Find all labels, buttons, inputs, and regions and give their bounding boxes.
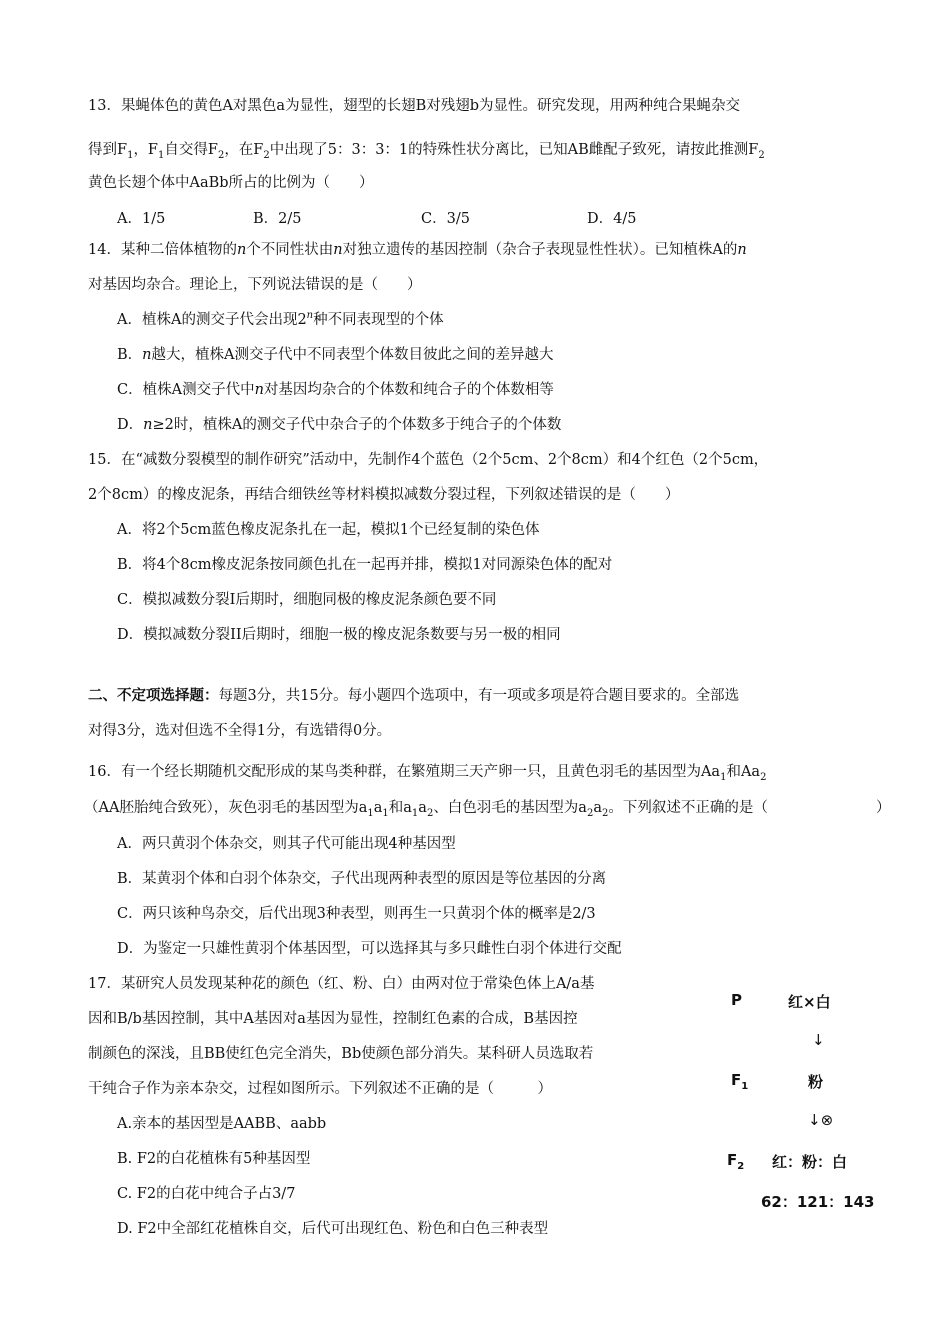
q16-answer-paren-close: ）	[876, 800, 891, 816]
section2-title: 二、不定项选择题：	[88, 687, 219, 704]
q15-option-a: A．将2个5cm蓝色橡皮泥条扎在一起，模拟1个已经复制的染色体	[117, 522, 540, 538]
diagram-f1-phenotype: 粉	[808, 1073, 824, 1091]
q14-option-d: D．n≥2时，植株A的测交子代中杂合子的个体数多于纯合子的个体数	[117, 417, 562, 433]
q17-option-b: B. F2的白花植株有5种基因型	[117, 1151, 311, 1167]
q16-stem-line2: （AA胚胎纯合致死），灰色羽毛的基因型为$a_1a_1$和$a_1a_2$、白色羽毛的基因型为$a_2a_2$。下列叙述不正确的是（	[84, 800, 768, 819]
q13-option-c: C．3/5	[421, 211, 470, 227]
q14-option-a: A．植株A的测交子代会出现2$^n$种不同表现型的个体	[117, 310, 444, 328]
q17-stem-line4: 干纯合子作为亲本杂交，过程如图所示。下列叙述不正确的是（ ）	[88, 1081, 552, 1097]
q17-option-a: A.亲本的基因型是AABB、aabb	[117, 1116, 327, 1132]
diagram-f2-label: $F_2$	[727, 1151, 745, 1172]
q17-option-c: C. F2的白花中纯合子占3/7	[117, 1186, 296, 1202]
q16-option-c: C．两只该种鸟杂交，后代出现3种表型，则再生一只黄羽个体的概率是2/3	[117, 906, 596, 922]
q14-option-b: B．n越大，植株A测交子代中不同表型个体数目彼此之间的差异越大	[117, 347, 554, 363]
q15-option-c: C．模拟减数分裂I后期时，细胞同极的橡皮泥条颜色要不同	[117, 592, 497, 608]
q14-stem-line1: 14．某种二倍体植物的n个不同性状由n对独立遗传的基因控制（杂合子表现显性性状）。已知植株A的n	[88, 242, 747, 258]
q15-option-b: B．将4个8cm橡皮泥条按同颜色扎在一起再并排，模拟1对同源染色体的配对	[117, 557, 613, 573]
q17-stem-line1: 17．某研究人员发现某种花的颜色（红、粉、白）由两对位于常染色体上A/a基	[88, 976, 595, 992]
q15-stem-line2: 2个8cm）的橡皮泥条，再结合细铁丝等材料模拟减数分裂过程，下列叙述错误的是（ ）	[88, 487, 680, 503]
diagram-f2-ratio: 62：121：143	[761, 1193, 875, 1211]
section2-header-line1: 二、不定项选择题：每题3分，共15分。每小题四个选项中，有一项或多项是符合题目要求的。全部选	[88, 687, 740, 704]
q17-stem-line3: 制颜色的深浅，且BB使红色完全消失，Bb使颜色部分消失。某科研人员选取若	[88, 1046, 594, 1062]
diagram-f2-phenotypes: 红：粉：白	[772, 1153, 848, 1171]
q13-stem-line3: 黄色长翅个体中AaBb所占的比例为（ ）	[88, 175, 374, 191]
diagram-f1-label: $F_1$	[731, 1071, 749, 1092]
q13-option-a: A．1/5	[117, 211, 166, 227]
q15-option-d: D．模拟减数分裂II后期时，细胞一极的橡皮泥条数要与另一极的相同	[117, 627, 561, 643]
q16-option-d: D．为鉴定一只雄性黄羽个体基因型，可以选择其与多只雌性白羽个体进行交配	[117, 941, 622, 957]
q13-stem-line1: 13．果蝇体色的黄色A对黑色a为显性，翅型的长翅B对残翅b为显性。研究发现，用两种纯合果蝇杂交	[88, 98, 741, 114]
q13-option-b: B．2/5	[253, 211, 302, 227]
section2-header-line2: 对得3分，选对但选不全得1分，有选错得0分。	[88, 723, 392, 739]
q14-option-c: C．植株A测交子代中n对基因均杂合的个体数和纯合子的个体数相等	[117, 382, 554, 398]
q17-stem-line2: 因和B/b基因控制，其中A基因对a基因为显性，控制红色素的合成，B基因控	[88, 1011, 578, 1027]
q15-stem-line1: 15．在“减数分裂模型的制作研究”活动中，先制作4个蓝色（2个5cm、2个8cm）和4个红色（2个5cm，	[88, 452, 769, 468]
q16-option-b: B．某黄羽个体和白羽个体杂交，子代出现两种表型的原因是等位基因的分离	[117, 871, 607, 887]
q16-option-a: A．两只黄羽个体杂交，则其子代可能出现4种基因型	[117, 836, 456, 852]
selfing-arrow-icon: ↓⊗	[808, 1111, 834, 1129]
q13-option-d: D．4/5	[587, 211, 637, 227]
q14-stem-line2: 对基因均杂合。理论上，下列说法错误的是（ ）	[88, 277, 422, 293]
q13-stem-line2: 得到$F_1$，$F_1$自交得$F_2$，在$F_2$中出现了5：3：3：1的特殊性状分离比，已知AB雌配子致死，请按此推测$F_2$	[88, 142, 765, 161]
q17-option-d: D. F2中全部红花植株自交，后代可出现红色、粉色和白色三种表型	[117, 1221, 549, 1237]
diagram-p-label: P	[731, 991, 742, 1009]
arrow-down-icon: ↓	[812, 1031, 825, 1049]
diagram-parent-cross: 红×白	[788, 993, 831, 1011]
q16-stem-line1: 16．有一个经长期随机交配形成的某鸟类种群，在繁殖期三天产卵一只，且黄色羽毛的基因型为$Aa_1$和$Aa_2$	[88, 764, 767, 783]
